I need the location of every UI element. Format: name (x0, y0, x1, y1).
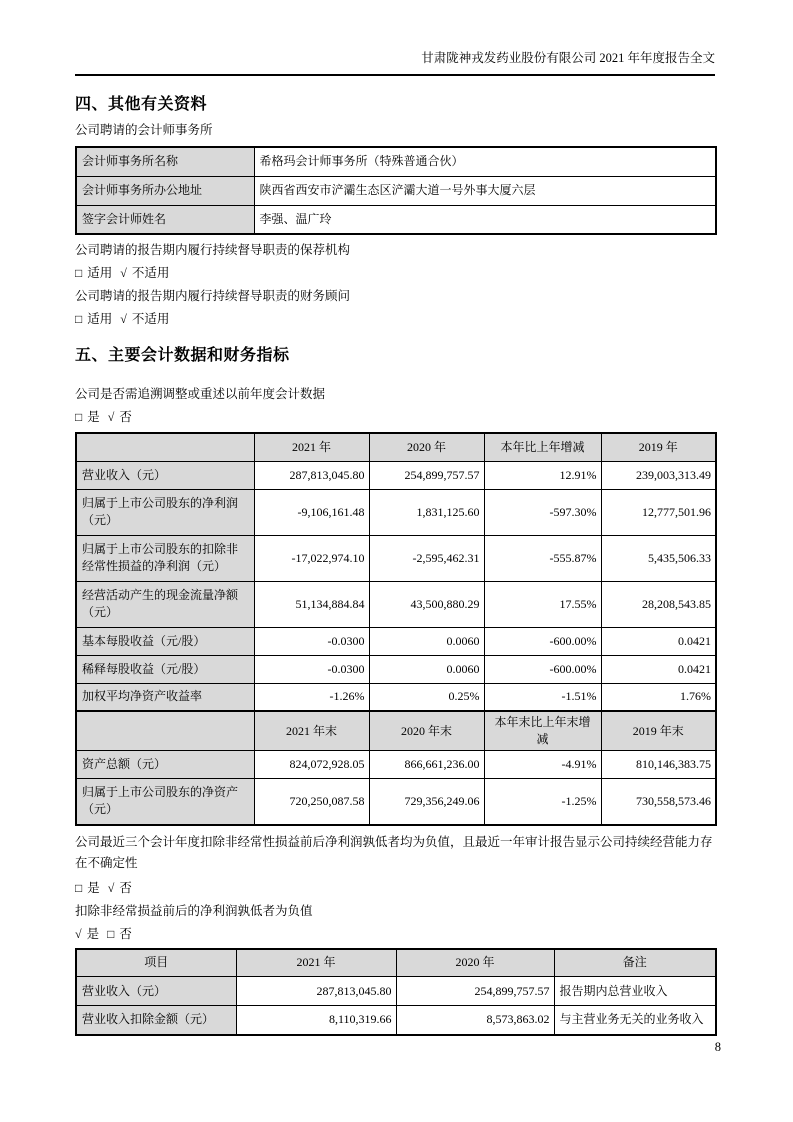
signing-accountants-label: 签字会计师姓名 (76, 205, 254, 234)
table-row (76, 535, 716, 581)
sponsor-applicability-choice (75, 265, 715, 281)
deduction-choice (75, 926, 715, 942)
table-row (76, 627, 716, 655)
value-2020: 8,573,863.02 (396, 1006, 554, 1035)
checkmark-icon: √ (75, 926, 82, 941)
option-label: 是 (86, 926, 100, 941)
value-2019: 28,208,543.85 (601, 581, 716, 627)
option-label: 不适用 (131, 312, 170, 326)
page-number: 8 (714, 1040, 721, 1054)
firm-address-value: 陕西省西安市浐灞生态区浐灞大道一号外事大厦六层 (254, 176, 716, 205)
row-label: 营业收入扣除金额（元） (76, 1006, 236, 1035)
signing-accountants-value: 李强、温广玲 (254, 205, 716, 234)
report-header (75, 0, 715, 76)
note-cell: 报告期内总营业收入 (554, 977, 716, 1006)
blank-header-cell (76, 711, 254, 751)
accounting-firm-intro: 公司聘请的会计师事务所 (75, 123, 213, 137)
row-label: 经营活动产生的现金流量净额（元） (76, 581, 254, 627)
revenue-deduction-table (75, 948, 717, 1036)
value-2021: 287,813,045.80 (236, 977, 396, 1006)
value-2019: 0.0421 (601, 655, 716, 683)
value-2020: 254,899,757.57 (396, 977, 554, 1006)
value-2019: 730,558,573.46 (601, 779, 716, 825)
value-2020: 1,831,125.60 (369, 489, 484, 535)
section-title-key-financials: 五、主要会计数据和财务指标 (75, 347, 290, 364)
checkbox-icon: □ (107, 926, 115, 941)
value-2021: 51,134,884.84 (254, 581, 369, 627)
checkmark-icon: √ (120, 266, 127, 280)
col-header-2020: 2020 年 (369, 433, 484, 461)
table-row (76, 147, 716, 176)
col-header-2021: 2021 年 (236, 949, 396, 977)
table-row (76, 489, 716, 535)
table-row (76, 581, 716, 627)
restatement-question: 公司是否需追溯调整或重述以前年度会计数据 (75, 387, 326, 401)
col-header-change: 本年比上年增减 (484, 433, 601, 461)
value-2020: 0.0060 (369, 627, 484, 655)
option-label: 否 (119, 880, 132, 895)
value-2019: 5,435,506.33 (601, 535, 716, 581)
accounting-firm-table (75, 146, 717, 235)
checkbox-icon: □ (75, 410, 83, 424)
table-header-row-year-end (76, 711, 716, 751)
table-row (76, 1006, 716, 1035)
value-2021: -1.26% (254, 683, 369, 711)
checkbox-icon: □ (75, 312, 83, 326)
firm-address-label: 会计师事务所办公地址 (76, 176, 254, 205)
value-2021: 824,072,928.05 (254, 751, 369, 779)
row-label: 资产总额（元） (76, 751, 254, 779)
checkmark-icon: √ (107, 410, 115, 424)
value-change: -600.00% (484, 655, 601, 683)
value-2021: -0.0300 (254, 627, 369, 655)
value-2020: 866,661,236.00 (369, 751, 484, 779)
firm-name-label: 会计师事务所名称 (76, 147, 254, 176)
row-label: 营业收入（元） (76, 461, 254, 489)
table-header-row (76, 949, 716, 977)
page-content (75, 0, 715, 1036)
advisor-statement: 公司聘请的报告期内履行持续督导职责的财务顾问 (75, 289, 351, 303)
col-header-2020-end: 2020 年末 (369, 711, 484, 751)
value-2020: 43,500,880.29 (369, 581, 484, 627)
value-change: -555.87% (484, 535, 601, 581)
value-2020: 254,899,757.57 (369, 461, 484, 489)
value-2021: -17,022,974.10 (254, 535, 369, 581)
value-change: -4.91% (484, 751, 601, 779)
report-header-title: 甘肃陇神戎发药业股份有限公司 2021 年年度报告全文 (421, 51, 715, 65)
option-label: 是 (87, 410, 100, 424)
value-2019: 1.76% (601, 683, 716, 711)
row-label: 归属于上市公司股东的扣除非经常性损益的净利润（元） (76, 535, 254, 581)
value-change: -1.25% (484, 779, 601, 825)
key-financials-table (75, 432, 717, 826)
table-row (76, 977, 716, 1006)
option-label: 否 (119, 410, 132, 424)
checkmark-icon: √ (120, 312, 127, 326)
value-2019: 810,146,383.75 (601, 751, 716, 779)
value-2020: 729,356,249.06 (369, 779, 484, 825)
value-2020: 0.0060 (369, 655, 484, 683)
row-label: 归属于上市公司股东的净资产（元） (76, 779, 254, 825)
col-header-2021-end: 2021 年末 (254, 711, 369, 751)
option-label: 适用 (87, 266, 113, 280)
value-2021: 8,110,319.66 (236, 1006, 396, 1035)
table-row (76, 683, 716, 711)
going-concern-choice (75, 880, 715, 896)
table-row (76, 655, 716, 683)
option-label: 适用 (87, 312, 113, 326)
table-row (76, 205, 716, 234)
sponsor-statement: 公司聘请的报告期内履行持续督导职责的保荐机构 (75, 243, 351, 257)
value-change: -600.00% (484, 627, 601, 655)
table-row (76, 779, 716, 825)
section-title-other-info: 四、其他有关资料 (75, 96, 208, 113)
firm-name-value: 希格玛会计师事务所（特殊普通合伙） (254, 147, 716, 176)
value-2021: 287,813,045.80 (254, 461, 369, 489)
value-2019: 12,777,501.96 (601, 489, 716, 535)
advisor-applicability-choice (75, 311, 715, 327)
table-row (76, 176, 716, 205)
note-cell: 与主营业务无关的业务收入 (554, 1006, 716, 1035)
table-row (76, 461, 716, 489)
value-change: 17.55% (484, 581, 601, 627)
value-change: 12.91% (484, 461, 601, 489)
blank-header-cell (76, 433, 254, 461)
deduction-statement: 扣除非经常损益前后的净利润孰低者为负值 (75, 903, 313, 918)
row-label: 归属于上市公司股东的净利润（元） (76, 489, 254, 535)
option-label: 不适用 (131, 266, 170, 280)
value-2019: 0.0421 (601, 627, 716, 655)
option-label: 否 (119, 926, 132, 941)
row-label: 加权平均净资产收益率 (76, 683, 254, 711)
table-header-row (76, 433, 716, 461)
option-label: 是 (87, 880, 100, 895)
row-label: 营业收入（元） (76, 977, 236, 1006)
col-header-2019-end: 2019 年末 (601, 711, 716, 751)
value-change: -597.30% (484, 489, 601, 535)
table-row (76, 751, 716, 779)
col-header-change-end: 本年末比上年末增减 (484, 711, 601, 751)
col-header-note: 备注 (554, 949, 716, 977)
checkbox-icon: □ (75, 880, 83, 895)
value-2020: 0.25% (369, 683, 484, 711)
restatement-choice (75, 409, 715, 425)
row-label: 基本每股收益（元/股） (76, 627, 254, 655)
value-2019: 239,003,313.49 (601, 461, 716, 489)
checkbox-icon: □ (75, 266, 83, 280)
checkmark-icon: √ (107, 880, 115, 895)
col-header-2021: 2021 年 (254, 433, 369, 461)
value-2020: -2,595,462.31 (369, 535, 484, 581)
row-label: 稀释每股收益（元/股） (76, 655, 254, 683)
value-change: -1.51% (484, 683, 601, 711)
value-2021: 720,250,087.58 (254, 779, 369, 825)
col-header-2019: 2019 年 (601, 433, 716, 461)
col-header-item: 项目 (76, 949, 236, 977)
col-header-2020: 2020 年 (396, 949, 554, 977)
value-2021: -9,106,161.48 (254, 489, 369, 535)
going-concern-statement: 公司最近三个会计年度扣除非经常性损益前后净利润孰低者均为负值，且最近一年审计报告显示公司持续经营能力存在不确定性 (75, 834, 713, 870)
value-2021: -0.0300 (254, 655, 369, 683)
